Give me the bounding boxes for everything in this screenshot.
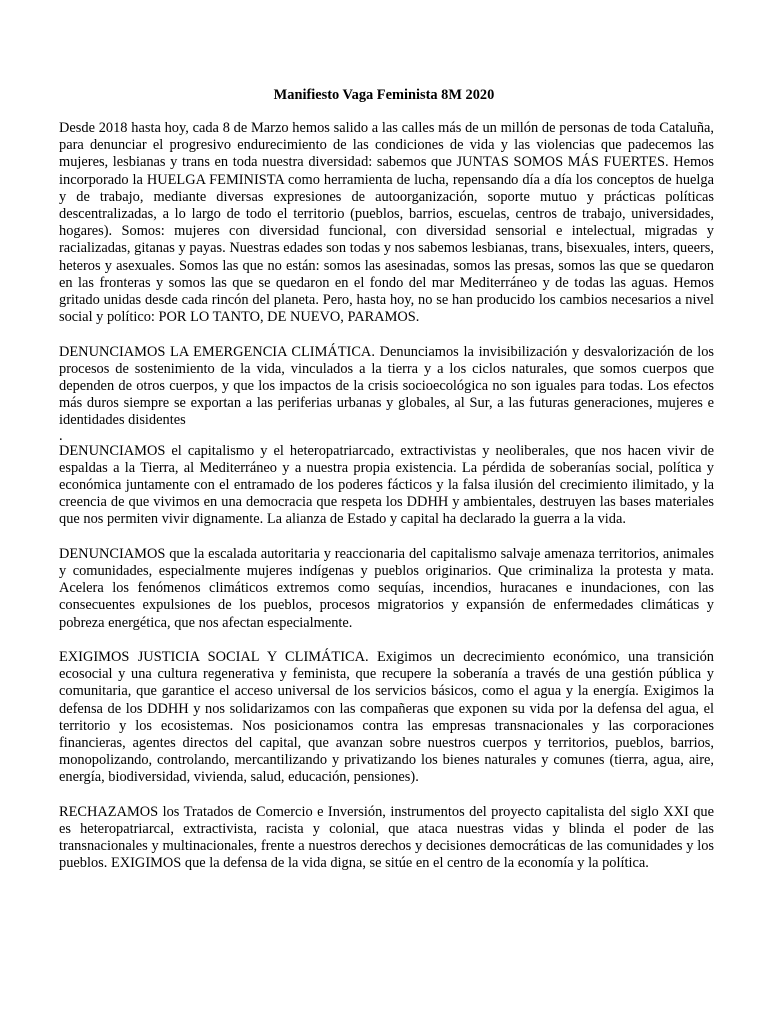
paragraph-trade-treaties: RECHAZAMOS los Tratados de Comercio e Inversión, instrumentos del proyecto capitalista del siglo XXI que es heteropatriarcal, extractivista, racista y colonial, que ataca nuestras vidas y blinda el poder de las transnacionales y multinacionales, frente a nuestros derechos y decisiones democráticas de las comunidades y los pueblos. EXIGIMOS que la defensa de la vida digna, se sitúe en el centro de la economía y la política.: [59, 803, 714, 872]
stray-period: .: [59, 427, 63, 444]
document-body: [59, 120, 714, 890]
paragraph-capitalism: DENUNCIAMOS el capitalismo y el heteropatriarcado, extractivistas y neoliberales, que nos hacen vivir de espaldas a la Tierra, al Mediterráneo y a nuestra propia existencia. La pérdida de soberanías social, política y económica juntamente con el entramado de los poderes fácticos y la falsa ilusión del crecimiento ilimitado, y la creencia de que vivimos en una democracia que respeta los DDHH y ambientales, destruyen las bases materiales que nos permiten vivir dignamente. La alianza de Estado y capital ha declarado la guerra a la vida.: [59, 442, 714, 528]
document-title: Manifiesto Vaga Feminista 8M 2020: [273, 87, 495, 103]
paragraph-authoritarian: DENUNCIAMOS que la escalada autoritaria y reaccionaria del capitalismo salvaje amenaza territorios, animales y comunidades, especialmente mujeres indígenas y pueblos originarios. Que criminaliza la protesta y mata. Acelera los fenómenos climáticos extremos como sequías, incendios, huracanes e inundaciones, con las consecuentes expulsiones de los pueblos, procesos migratorios y expansión de enfermedades climáticas y pobreza energética, que nos afectan especialmente.: [59, 545, 714, 631]
paragraph-climate-emergency: DENUNCIAMOS LA EMERGENCIA CLIMÁTICA. Denunciamos la invisibilización y desvalorización de los procesos de sostenimiento de la vida, vinculados a la tierra y a los ciclos naturales, que somos cuerpos que dependen de otros cuerpos, y que los impactos de la crisis socioecológica no son iguales para todas. Los efectos más duros siempre se exportan a las periferias urbanas y globales, al Sur, a las futuras generaciones, mujeres e identidades disidentes: [59, 343, 714, 429]
paragraph-social-justice: EXIGIMOS JUSTICIA SOCIAL Y CLIMÁTICA. Exigimos un decrecimiento económico, una transición ecosocial y una cultura regenerativa y feminista, que recupere la soberanía a través de una gestión pública y comunitaria, que garantice el acceso universal de los servicios básicos, como el agua y la energía. Exigimos la defensa de los DDHH y nos solidarizamos con las compañeras que exponen su vida por la defensa del agua, el territorio y los ecosistemas. Nos posicionamos contra las empresas transnacionales y las corporaciones financieras, agentes directos del capital, que avanzan sobre nuestros cuerpos y territorios, pueblos, barrios, monopolizando, controlando, mercantilizando y privatizando los bienes naturales y comunes (tierra, agua, aire, energía, biodiversidad, vivienda, salud, educación, pensiones).: [59, 649, 714, 786]
paragraph-intro: Desde 2018 hasta hoy, cada 8 de Marzo hemos salido a las calles más de un millón de personas de toda Cataluña, para denunciar el progresivo endurecimiento de las condiciones de vida y las violencias que padecemos las mujeres, lesbianas y trans en toda nuestra diversidad: sabemos que JUNTAS SOMOS MÁS FUERTES. Hemos incorporado la HUELGA FEMINISTA como herramienta de lucha, repensando día a día los conceptos de huelga y de trabajo, mediante diversas expresiones de autoorganización, soporte mutuo y prácticas políticas descentralizadas, a lo largo de todo el territorio (pueblos, barrios, escuelas, centros de trabajo, universidades, hogares). Somos: mujeres con diversidad funcional, con diversidad sensorial e intelectual, migradas y racializadas, gitanas y payas. Nuestras edades son todas y nos sabemos lesbianas, trans, bisexuales, inters, queers, heteros y asexuales. Somos las que no están: somos las asesinadas, somos las presas, somos las que se quedaron en las fronteras y somos las que se quedaron en el fondo del mar Mediterráneo y de todas las aguas. Hemos gritado unidas desde cada rincón del planeta. Pero, hasta hoy, no se han producido los cambios necesarios a nivel social y político: POR LO TANTO, DE NUEVO, PARAMOS.: [59, 120, 714, 326]
